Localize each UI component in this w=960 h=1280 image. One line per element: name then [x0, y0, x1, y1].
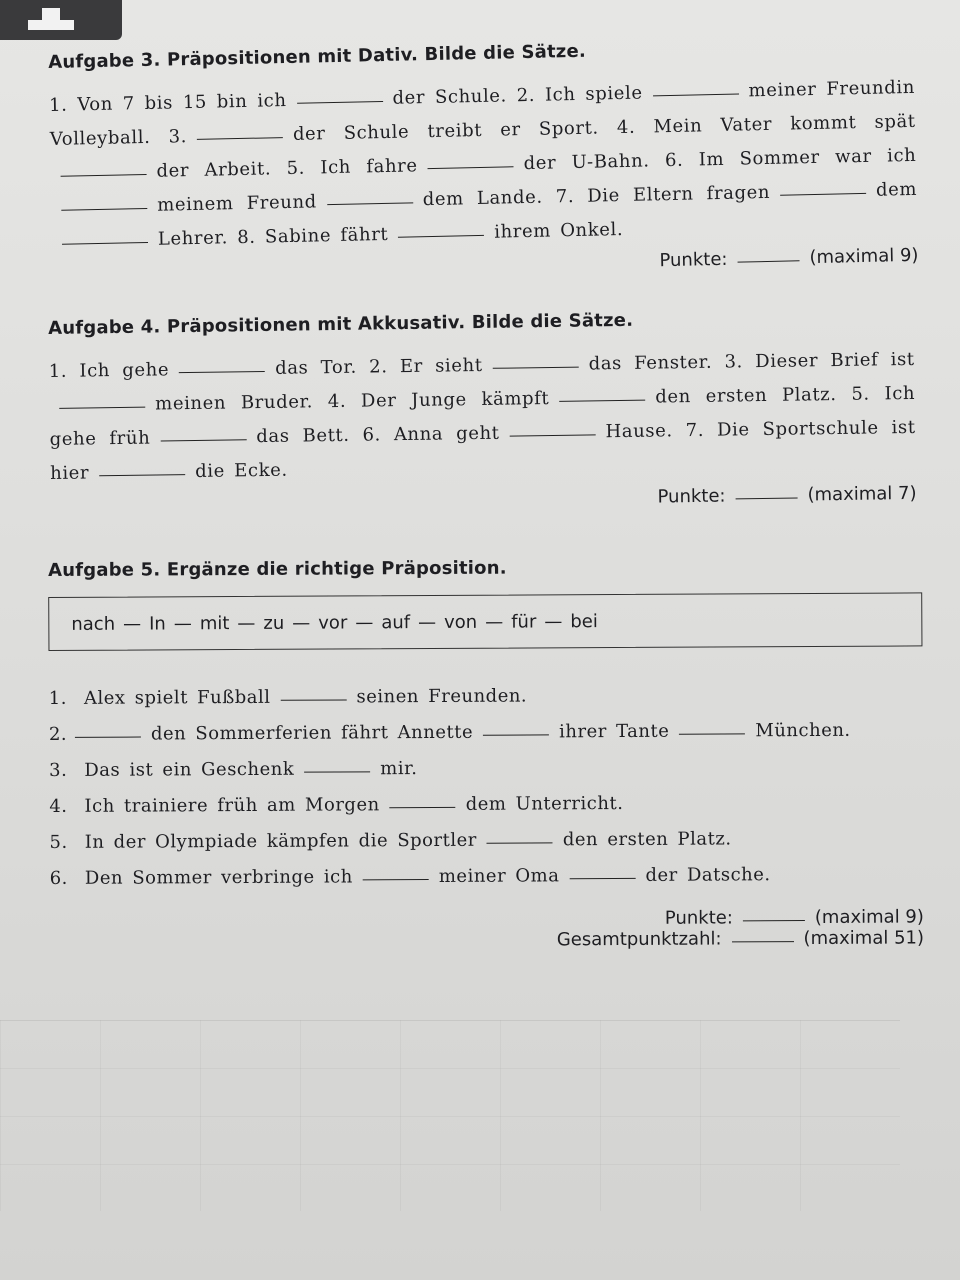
task-3-part: meiner Freundin Volleyball. 3. [49, 76, 916, 150]
word-bank-item: vor [318, 611, 348, 634]
points-blank[interactable] [736, 497, 798, 500]
answer-blank[interactable] [281, 698, 347, 700]
list-item [49, 676, 923, 717]
item-number: 1. [48, 687, 67, 709]
item-text: seinen Freunden. [356, 685, 528, 708]
item-text: ihrer Tante [559, 720, 670, 743]
task-3-part: der Arbeit. 5. Ich fahre [156, 155, 418, 182]
points-max: (maximal 9) [814, 906, 924, 928]
item-text: München. [755, 719, 851, 742]
answer-blank[interactable] [179, 370, 265, 373]
word-separator: — [173, 612, 192, 634]
points-max: (maximal 7) [807, 482, 917, 506]
word-separator: — [237, 612, 256, 634]
task-4 [48, 306, 917, 516]
answer-blank[interactable] [487, 841, 553, 843]
item-number: 2. [48, 723, 68, 745]
list-item [49, 748, 923, 789]
task-3-part: der U-Bahn. 6. Im Sommer war ich [523, 144, 917, 175]
points-label: Punkte: [664, 907, 733, 929]
word-bank-item: zu [263, 612, 285, 634]
task-3-part: der Schule. 2. Ich spiele [392, 82, 643, 109]
stamp-icon [22, 2, 82, 38]
item-number: 4. [49, 795, 68, 817]
word-bank-item: bei [570, 610, 598, 632]
task-5-title: Aufgabe 5. Ergänze die richtige Präposition. [48, 557, 507, 581]
item-number: 6. [49, 867, 68, 889]
task-4-part: 1. Ich gehe [48, 359, 170, 382]
answer-blank[interactable] [160, 438, 246, 441]
answer-blank[interactable] [390, 806, 456, 808]
answer-blank[interactable] [679, 732, 745, 734]
word-separator: — [485, 611, 504, 633]
task-5 [48, 555, 924, 953]
answer-blank[interactable] [398, 234, 484, 238]
word-separator: — [292, 612, 311, 634]
answer-blank[interactable] [780, 192, 866, 196]
word-bank-item: für [511, 610, 537, 633]
total-blank[interactable] [732, 940, 794, 942]
task-3-part: dem Lande. 7. Die Eltern fragen [422, 181, 771, 211]
task-3 [48, 34, 919, 284]
item-text: den Sommerferien fährt Annette [150, 721, 474, 745]
word-bank-item: auf [381, 611, 411, 633]
task-4-part: Hause. 7. Die Sportschule ist hier [50, 416, 916, 484]
item-number: 5. [49, 831, 68, 853]
item-text: Alex spielt Fußball [83, 686, 271, 709]
total-max: (maximal 51) [803, 927, 925, 950]
word-bank-item: In [149, 612, 166, 634]
points-blank[interactable] [743, 919, 805, 921]
answer-blank[interactable] [61, 207, 147, 211]
points-label: Punkte: [657, 485, 726, 508]
task-3-part: dem [875, 178, 918, 201]
task-3-part: ihrem Onkel. [494, 218, 624, 243]
answer-blank[interactable] [493, 366, 579, 369]
answer-blank[interactable] [304, 770, 370, 772]
word-bank-item: von [444, 611, 478, 633]
points-label: Punkte: [659, 248, 728, 272]
points-blank[interactable] [738, 259, 800, 262]
binder-tab [0, 0, 122, 40]
word-separator: — [123, 613, 142, 635]
answer-blank[interactable] [75, 736, 141, 738]
answer-blank[interactable] [428, 165, 514, 169]
item-text: Ich trainiere früh am Morgen [84, 794, 380, 817]
answer-blank[interactable] [197, 136, 283, 140]
word-separator: — [355, 611, 374, 633]
task-3-part: Lehrer. 8. Sabine fährt [157, 223, 389, 250]
task-4-part: den ersten Platz. 5. Ich gehe früh [49, 382, 916, 450]
task-4-title: Aufgabe 4. Präpositionen mit Akkusativ. Bilde die Sätze. [48, 309, 634, 339]
answer-blank[interactable] [61, 173, 147, 177]
word-bank-item: mit [199, 612, 230, 634]
answer-blank[interactable] [569, 877, 635, 879]
item-text: meiner Oma [438, 865, 560, 887]
word-separator: — [418, 611, 437, 633]
list-item [50, 856, 924, 897]
answer-blank[interactable] [99, 473, 185, 476]
task-4-part: die Ecke. [195, 459, 288, 482]
total-label: Gesamtpunktzahl: [556, 928, 722, 951]
item-text: Den Sommer verbringe ich [84, 866, 353, 889]
points-max: (maximal 9) [809, 244, 919, 269]
task-5-list [49, 676, 924, 897]
task-3-part: 1. Von 7 bis 15 bin ich [48, 90, 287, 116]
task-3-part: meinem Freund [157, 191, 317, 216]
item-number: 3. [49, 759, 68, 781]
item-text: mir. [380, 758, 418, 780]
list-item [49, 784, 923, 825]
task-4-part: das Fenster. 3. Dieser Brief ist [588, 348, 915, 375]
task-4-part: das Bett. 6. Anna geht [256, 422, 500, 448]
list-item [49, 820, 923, 861]
answer-blank[interactable] [653, 93, 739, 97]
item-text: dem Unterricht. [465, 792, 624, 815]
total-points [50, 927, 924, 953]
item-text: Das ist ein Geschenk [84, 758, 295, 781]
task-3-part: der Schule treibt er Sport. 4. Mein Vater kommt spät [292, 110, 916, 145]
word-bank [48, 592, 922, 651]
task-4-part: meinen Bruder. 4. Der Junge kämpft [155, 388, 550, 415]
answer-blank[interactable] [327, 201, 413, 205]
answer-blank[interactable] [297, 100, 383, 104]
task-4-text [49, 343, 917, 491]
task-3-text [49, 71, 918, 259]
item-text: In der Olympiade kämpfen die Sportler [84, 829, 477, 853]
task-3-title: Aufgabe 3. Präpositionen mit Dativ. Bilde die Sätze. [48, 40, 587, 73]
answer-blank[interactable] [62, 241, 148, 245]
item-text: den ersten Platz. [562, 828, 732, 851]
item-text: der Datsche. [645, 864, 771, 886]
answer-blank[interactable] [363, 878, 429, 880]
word-bank-item: nach [71, 613, 116, 635]
answer-blank[interactable] [483, 733, 549, 735]
show-through-grid [0, 1020, 900, 1211]
answer-blank[interactable] [559, 399, 645, 402]
answer-blank[interactable] [59, 406, 145, 409]
task-4-part: das Tor. 2. Er sieht [274, 354, 483, 379]
answer-blank[interactable] [510, 433, 596, 436]
word-separator: — [544, 610, 563, 632]
list-item [49, 712, 923, 753]
